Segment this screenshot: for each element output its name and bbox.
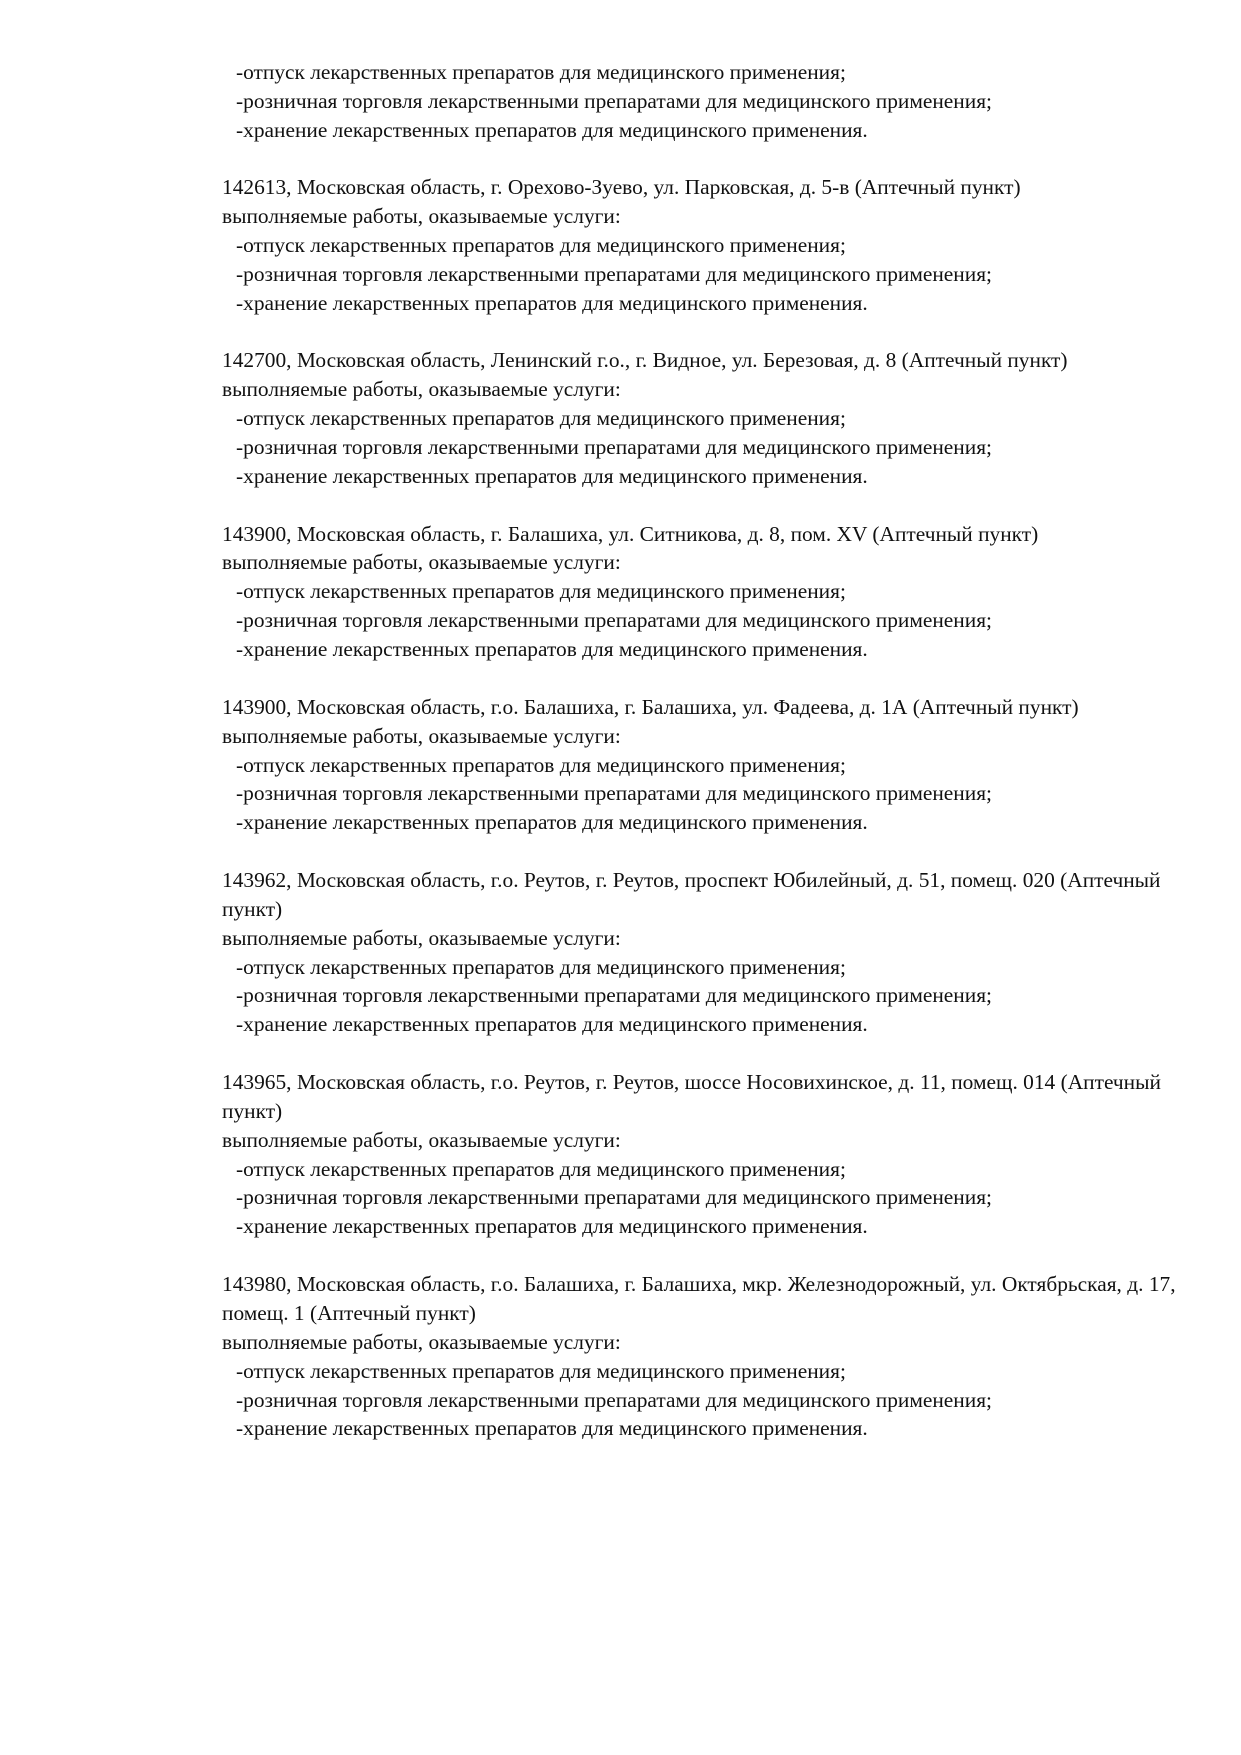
service-item: -хранение лекарственных препаратов для медицинского применения. — [236, 810, 868, 835]
services-list — [222, 577, 1184, 664]
service-item: -розничная торговля лекарственными препаратами для медицинского применения; — [236, 1387, 992, 1412]
service-item: -хранение лекарственных препаратов для медицинского применения. — [236, 1214, 868, 1239]
pharmacy-address: 143900, Московская область, г. Балашиха, ул. Ситникова, д. 8, пом. XV (Аптечный пункт) — [222, 521, 1039, 546]
service-item: -отпуск лекарственных препаратов для медицинского применения; — [236, 752, 846, 777]
service-item: -розничная торговля лекарственными препаратами для медицинского применения; — [236, 781, 992, 806]
service-item: -розничная торговля лекарственными препаратами для медицинского применения; — [236, 435, 992, 460]
service-item: -отпуск лекарственных препаратов для медицинского применения; — [236, 1156, 846, 1181]
service-item: -хранение лекарственных препаратов для медицинского применения. — [236, 464, 868, 489]
continued-services-block — [222, 58, 1184, 145]
pharmacy-address: 143965, Московская область, г.о. Реутов, г. Реутов, шоссе Носовихинское, д. 11, помещ. 014 (Аптечный пункт) — [222, 1069, 1161, 1123]
services-label: выполняемые работы, оказываемые услуги: — [222, 925, 621, 950]
pharmacy-block — [222, 520, 1184, 665]
services-label: выполняемые работы, оказываемые услуги: — [222, 723, 621, 748]
pharmacy-address: 143962, Московская область, г.о. Реутов, г. Реутов, проспект Юбилейный, д. 51, помещ. 020 (Аптечный пункт) — [222, 867, 1161, 921]
service-item: -хранение лекарственных препаратов для медицинского применения. — [236, 1416, 868, 1441]
pharmacy-block — [222, 693, 1184, 838]
service-item: -розничная торговля лекарственными препаратами для медицинского применения; — [236, 262, 992, 287]
service-item: -отпуск лекарственных препаратов для медицинского применения; — [236, 954, 846, 979]
services-list — [222, 1155, 1184, 1242]
service-item: -отпуск лекарственных препаратов для медицинского применения; — [236, 1358, 846, 1383]
pharmacy-address: 143900, Московская область, г.о. Балашиха, г. Балашиха, ул. Фадеева, д. 1А (Аптечный пункт) — [222, 694, 1079, 719]
services-list — [222, 751, 1184, 838]
services-list — [222, 231, 1184, 318]
services-label: выполняемые работы, оказываемые услуги: — [222, 1127, 621, 1152]
service-item: -хранение лекарственных препаратов для медицинского применения. — [236, 637, 868, 662]
pharmacy-block — [222, 346, 1184, 491]
service-item: -отпуск лекарственных препаратов для медицинского применения; — [236, 579, 846, 604]
service-item: -отпуск лекарственных препаратов для медицинского применения; — [236, 233, 846, 258]
services-label: выполняемые работы, оказываемые услуги: — [222, 204, 621, 229]
service-item: -хранение лекарственных препаратов для медицинского применения. — [236, 117, 868, 142]
pharmacy-address: 142613, Московская область, г. Орехово-Зуево, ул. Парковская, д. 5-в (Аптечный пункт) — [222, 175, 1021, 200]
services-label: выполняемые работы, оказываемые услуги: — [222, 550, 621, 575]
services-list — [222, 404, 1184, 491]
services-label: выполняемые работы, оказываемые услуги: — [222, 1329, 621, 1354]
service-item: -розничная торговля лекарственными препаратами для медицинского применения; — [236, 88, 992, 113]
service-item: -хранение лекарственных препаратов для медицинского применения. — [236, 290, 868, 315]
document-content — [222, 58, 1184, 1472]
services-list — [222, 953, 1184, 1040]
service-item: -хранение лекарственных препаратов для медицинского применения. — [236, 1012, 868, 1037]
services-list — [222, 1357, 1184, 1444]
service-item: -розничная торговля лекарственными препаратами для медицинского применения; — [236, 608, 992, 633]
pharmacy-address: 143980, Московская область, г.о. Балашиха, г. Балашиха, мкр. Железнодорожный, ул. Октябрьская, д. 17, помещ. 1 (Аптечный пункт) — [222, 1271, 1176, 1325]
pharmacy-block — [222, 1068, 1184, 1241]
services-list — [222, 58, 1184, 145]
pharmacy-block — [222, 866, 1184, 1039]
service-item: -розничная торговля лекарственными препаратами для медицинского применения; — [236, 983, 992, 1008]
pharmacy-address: 142700, Московская область, Ленинский г.о., г. Видное, ул. Березовая, д. 8 (Аптечный пункт) — [222, 348, 1068, 373]
service-item: -отпуск лекарственных препаратов для медицинского применения; — [236, 406, 846, 431]
pharmacy-block — [222, 1270, 1184, 1443]
service-item: -отпуск лекарственных препаратов для медицинского применения; — [236, 60, 846, 84]
service-item: -розничная торговля лекарственными препаратами для медицинского применения; — [236, 1185, 992, 1210]
pharmacy-block — [222, 173, 1184, 318]
services-label: выполняемые работы, оказываемые услуги: — [222, 377, 621, 402]
